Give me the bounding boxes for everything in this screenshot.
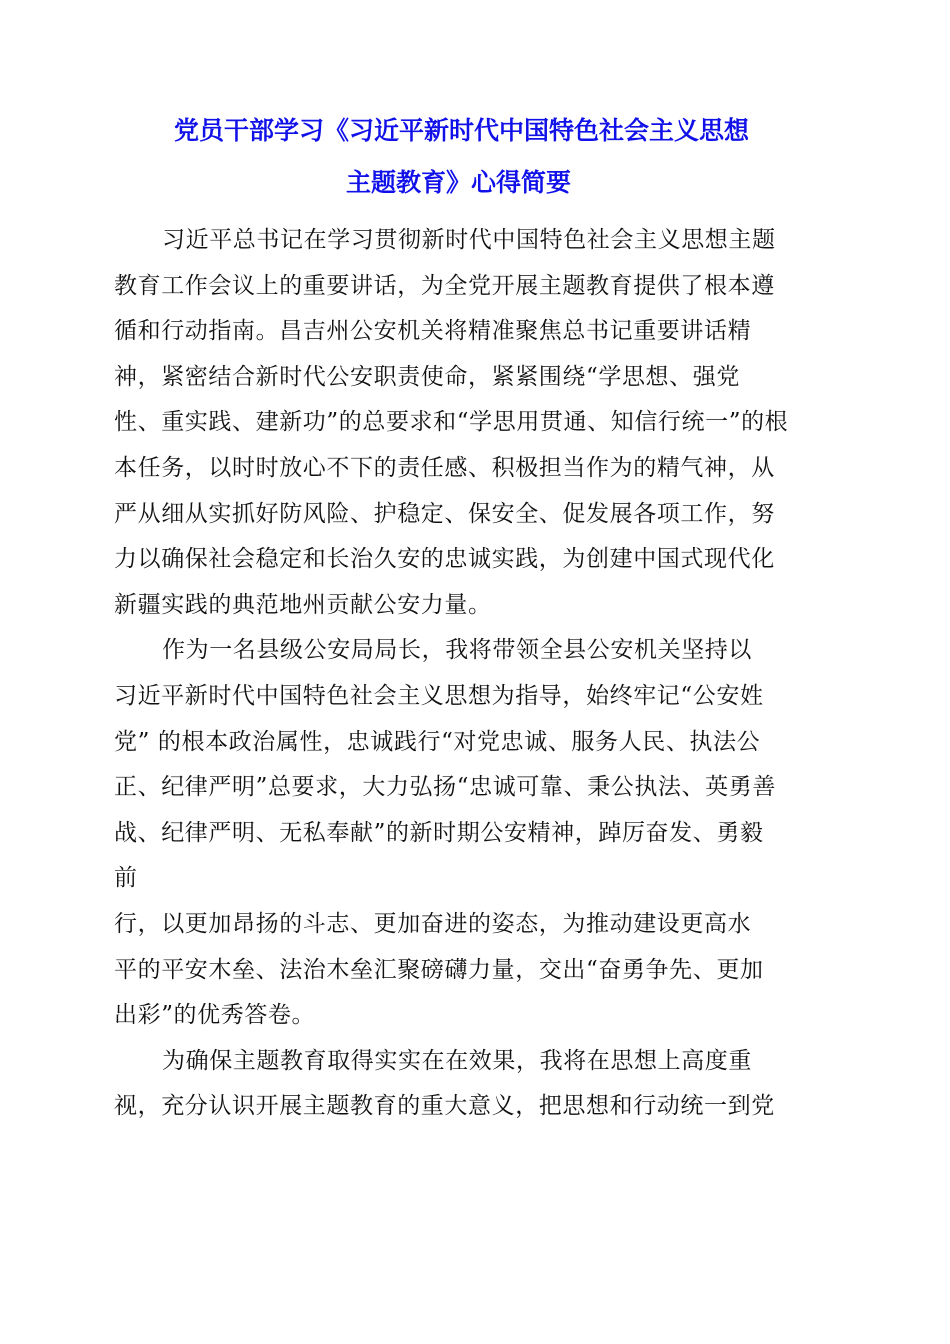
text-line: 性、重实践、建新功”的总要求和“学思用贯通、知信行统一”的根 [114, 409, 789, 436]
text-line: 行，以更加昂扬的斗志、更加奋进的姿态，为推动建设更高水 [114, 910, 752, 937]
text-line: 战、纪律严明、无私奉献”的新时期公安精神，踔厉奋发、勇毅 [114, 819, 764, 846]
text-line: 本任务，以时时放心不下的责任感、积极担当作为的精气神，从 [114, 454, 775, 481]
text-line: 党” 的根本政治属性，忠诚践行“对党忠诚、服务人民、执法公 [114, 728, 761, 755]
text-line: 前 [114, 865, 138, 892]
paragraph-1 [114, 218, 844, 628]
text-line: 视，充分认识开展主题教育的重大意义，把思想和行动统一到党 [114, 1093, 775, 1120]
document-title-line-2: 主题教育》心得简要 [346, 168, 572, 197]
text-line: 习近平新时代中国特色社会主义思想为指导，始终牢记“公安姓 [114, 682, 764, 709]
text-line: 作为一名县级公安局局长，我将带领全县公安机关坚持以 [162, 637, 752, 664]
text-line: 为确保主题教育取得实实在在效果，我将在思想上高度重 [162, 1047, 752, 1074]
text-line: 教育工作会议上的重要讲话，为全党开展主题教育提供了根本遵 [114, 272, 775, 299]
text-line: 循和行动指南。昌吉州公安机关将精准聚焦总书记重要讲话精 [114, 318, 752, 345]
paragraph-2 [114, 628, 844, 1038]
document-title-line-1: 党员干部学习《习近平新时代中国特色社会主义思想 [174, 116, 750, 145]
document-body [114, 218, 844, 1130]
paragraph-3 [114, 1039, 844, 1130]
text-line: 力以确保社会稳定和长治久安的忠诚实践，为创建中国式现代化 [114, 546, 775, 573]
text-line: 新疆实践的典范地州贡献公安力量。 [114, 591, 492, 618]
text-line: 正、纪律严明”总要求，大力弘扬“忠诚可靠、秉公执法、英勇善 [114, 774, 776, 801]
text-line: 严从细从实抓好防风险、护稳定、保安全、促发展各项工作，努 [114, 500, 775, 527]
text-line: 神，紧密结合新时代公安职责使命，紧紧围绕“学思想、强党 [114, 363, 740, 390]
text-line: 平的平安木垒、法治木垒汇聚磅礴力量，交出“奋勇争先、更加 [114, 956, 764, 983]
text-line: 习近平总书记在学习贯彻新时代中国特色社会主义思想主题 [162, 227, 776, 253]
text-line: 出彩”的优秀答卷。 [114, 1002, 316, 1029]
